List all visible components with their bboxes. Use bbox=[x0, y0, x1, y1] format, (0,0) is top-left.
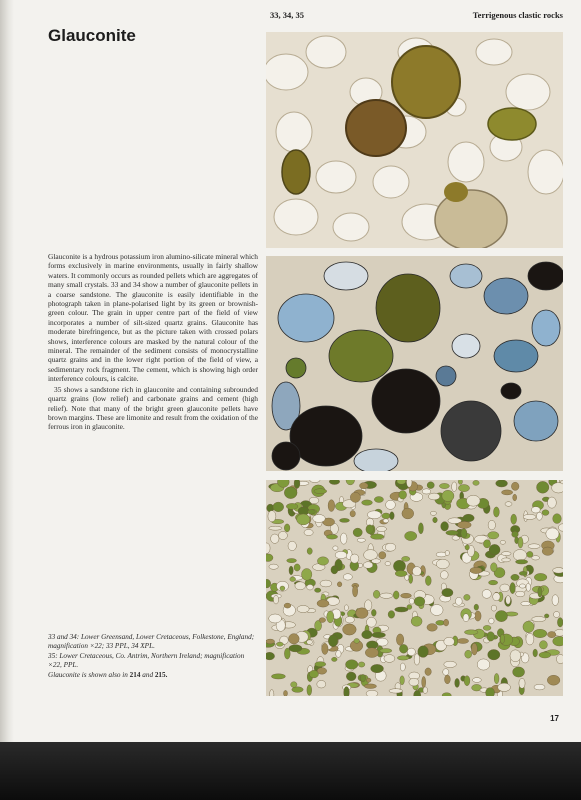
micrograph-33-ppl bbox=[266, 32, 563, 248]
cross-ref-and: and bbox=[142, 671, 154, 679]
header-figure-refs: 33, 34, 35 bbox=[270, 10, 304, 20]
scan-shadow bbox=[0, 742, 581, 800]
caption-33-34: 33 and 34: Lower Greensand, Lower Cretaceous, Folkestone, England; magnification ×22; 33 PPL, 34 XPL. bbox=[48, 633, 255, 650]
header-section-title: Terrigenous clastic rocks bbox=[472, 10, 563, 20]
body-paragraph: 35 shows a sandstone rich in glauconite and containing subrounded quartz grains (low relief) and carbonate grains and cement (high relief). Note that many of the bright green glauconite pellets have brown margins. These are limonite and result from the oxidation of the ferrous iron in glauconite. bbox=[48, 384, 258, 432]
body-paragraph: Glauconite is a hydrous potassium iron alumino-silicate mineral which forms exclusively in marine environments, usually in fairly shallow waters. It commonly occurs as rounded pellets which are aggregates of many small crystals. 33 and 34 show a number of glauconite pellets in a coarse sandstone. The glauconite is easily identifiable in the photograph taken in plane-polarised light by its green or brownish-green colour. The grain in upper centre part of the field of view incorporates a number of silt-sized quartz grains. Glauconite has moderate birefringence, but as the picture taken with crossed polars shows, interference colours are masked by the natural colour of the mineral. The remainder of the sediment consists of monocrystalline quartz grains and in the lower right portion of the field of view, a sedimentary rock fragment. The cement, which is showing high order interference colours, is calcite. bbox=[48, 252, 258, 384]
micrograph-35-ppl bbox=[266, 480, 563, 696]
caption-cross-reference bbox=[48, 671, 258, 680]
cross-ref-text: Glauconite is shown also in bbox=[48, 671, 128, 679]
body-text bbox=[48, 252, 258, 433]
page-gutter bbox=[0, 0, 14, 742]
cross-ref-215: 215. bbox=[154, 671, 168, 679]
figure-captions bbox=[48, 633, 258, 681]
page-number: 17 bbox=[550, 714, 559, 723]
micrograph-34-xpl bbox=[266, 256, 563, 471]
page-title: Glauconite bbox=[48, 26, 136, 45]
caption-35: 35: Lower Cretaceous, Co. Antrim, Northern Ireland; magnification ×22, PPL. bbox=[48, 652, 245, 669]
cross-ref-214: 214 bbox=[129, 671, 141, 679]
